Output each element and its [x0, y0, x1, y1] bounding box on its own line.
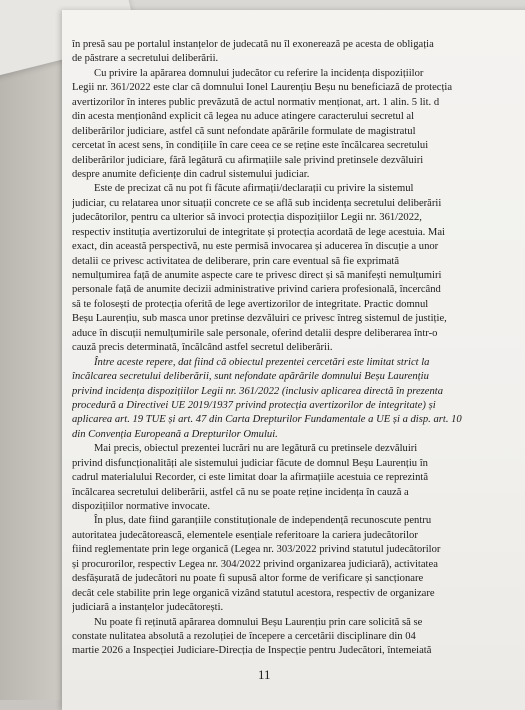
text-line: aduce în discuții nemulțumirile sale personale, oferind detalii despre deliberarea într-o: [72, 327, 438, 339]
text-line: martie 2026 a Inspecției Judiciare-Direcția de Inspecție pentru Judecători, întemeiată: [72, 645, 432, 657]
text-line: încălcarea secretului deliberării, astfel că nu se poate reține incidența în cauză a: [72, 486, 409, 498]
text-line: cadrul materialului Recorder, ci este limitat doar la afirmațiile acestuia ce reprezintă: [72, 472, 429, 484]
text-line: deliberărilor judiciare, astfel că sunt nefondate apărările formulate de magistratul: [72, 125, 416, 137]
text-line: despre anumite deficiențe din cadrul sistemului judiciar.: [72, 168, 310, 180]
text-line: cercetat în acest sens, în condițiile în care ceea ce se reține este încălcarea secretului: [72, 140, 429, 152]
text-line: Legii nr. 361/2022 este clar că domnului Ionel Laurențiu Beșu nu beneficiază de protecția: [72, 82, 453, 94]
text-line: dispozițiilor normative invocate.: [72, 501, 210, 512]
text-line: judiciar, cu relatarea unor situații concrete ce se află sub incidența secretului deliberării: [72, 197, 442, 209]
text-line: cauză precis determinată, încălcând astfel secretul deliberării.: [72, 342, 333, 354]
text-line: Nu poate fi reținută apărarea domnului Beșu Laurențiu prin care solicită să se: [94, 616, 423, 628]
text-line: personale față de anumite decizii administrative privind cariera profesională, încercând: [72, 284, 441, 296]
text-line: autoritatea judecătorească, elementele esențiale referitoare la cariera judecătorilor: [72, 529, 418, 541]
text-line: privind disfuncționalități ale sistemului judiciar făcute de domnul Beșu Laurențiu în: [72, 457, 428, 469]
text-line: desfășurată de judecători nu poate fi supusă altor forme de verificare și sancționare: [72, 573, 424, 585]
text-line: Mai precis, obiectul prezentei lucrări nu are legătură cu pretinsele dezvăluiri: [94, 443, 418, 455]
text-line: și procurorilor, respectiv Legea nr. 304/2022 privind organizarea judiciară), activitatea: [72, 558, 438, 570]
text-line: exact, din această perspectivă, nu este permisă invocarea și aducerea în discuție a unor: [72, 241, 439, 253]
text-line: respectiv instituția avertizorului de integritate și protecția acordată de lege acestuia. Mai: [72, 226, 445, 238]
text-line: să te folosești de protecția oferită de lege avertizorilor de integritate. Practic domnul: [72, 298, 429, 310]
page-number: 11: [258, 667, 271, 682]
text-line: Este de precizat că nu pot fi făcute afirmații/declarații cu privire la sistemul: [94, 183, 414, 195]
document-page: [62, 10, 525, 710]
text-line: din Convenția Europeană a Drepturilor Omului.: [72, 428, 278, 440]
text-line: detalii ce privesc activitatea de deliberare, prin care eventual să fie exprimată: [72, 255, 400, 267]
text-line: Între aceste repere, dat fiind că obiectul prezentei cercetări este limitat strict la: [94, 356, 430, 368]
text-line: În plus, date fiind garanțiile constituționale de independență recunoscute pentru: [94, 515, 432, 527]
text-line: privind incidența dispozițiilor Legii nr. 361/2022 (inclusiv aplicarea directă în prezenta: [72, 385, 444, 397]
text-line: avertizorilor în interes public prevăzută de actul normativ menționat, art. 1 alin. 5 lit. d: [72, 96, 440, 108]
text-line: decât cele stabilite prin lege organică vizând statutul acestora, respectiv de organizare: [72, 587, 435, 599]
text-line: în presă sau pe portalul instanțelor de judecată nu îl exonerează pe acesta de obligația: [72, 39, 434, 50]
text-line: judiciară a instanțelor judecătorești.: [72, 602, 224, 614]
text-line: deliberărilor judiciare, fără legătură cu afirmațiile sale privind pretinsele dezvăluiri: [72, 154, 424, 166]
text-line: fiind reglementate prin lege organică (Legea nr. 303/2022 privind statutul judecătorilor: [72, 544, 441, 556]
text-line: judecătorilor, pentru ca ulterior să invoci protecția dispozițiilor Legii nr. 361/2022,: [72, 212, 422, 224]
text-line: de păstrare a secretului deliberării.: [72, 53, 219, 65]
text-line: Beșu Laurențiu, sub masca unor pretinse dezvăluiri ce privesc întreg sistemul de justiție,: [72, 313, 447, 325]
body-text: [72, 38, 517, 659]
text-line: constate nulitatea absolută a rezoluției de începere a cercetării disciplinare din 04: [72, 630, 416, 642]
text-line: încălcarea secretului deliberării, sunt nefondate apărările domnului Beșu Laurențiu: [72, 371, 429, 383]
desk-edge: [0, 0, 60, 700]
text-line: nemulțumirea față de anumite aspecte care te privesc direct și să manifești nemulțumiri: [72, 270, 442, 281]
text-line: Cu privire la apărarea domnului judecător cu referire la incidența dispozițiilor: [94, 67, 424, 79]
text-line: aplicarea art. 19 TUE și art. 47 din Carta Drepturilor Fundamentale a UE și a disp. art. 10: [72, 414, 462, 426]
text-line: procedură a Directivei UE 2019/1937 privind protecția avertizorilor de integritate) și: [72, 399, 436, 411]
text-line: din acesta menționând explicit că legea nu aduce atingere caracterului secretul al: [72, 111, 415, 123]
